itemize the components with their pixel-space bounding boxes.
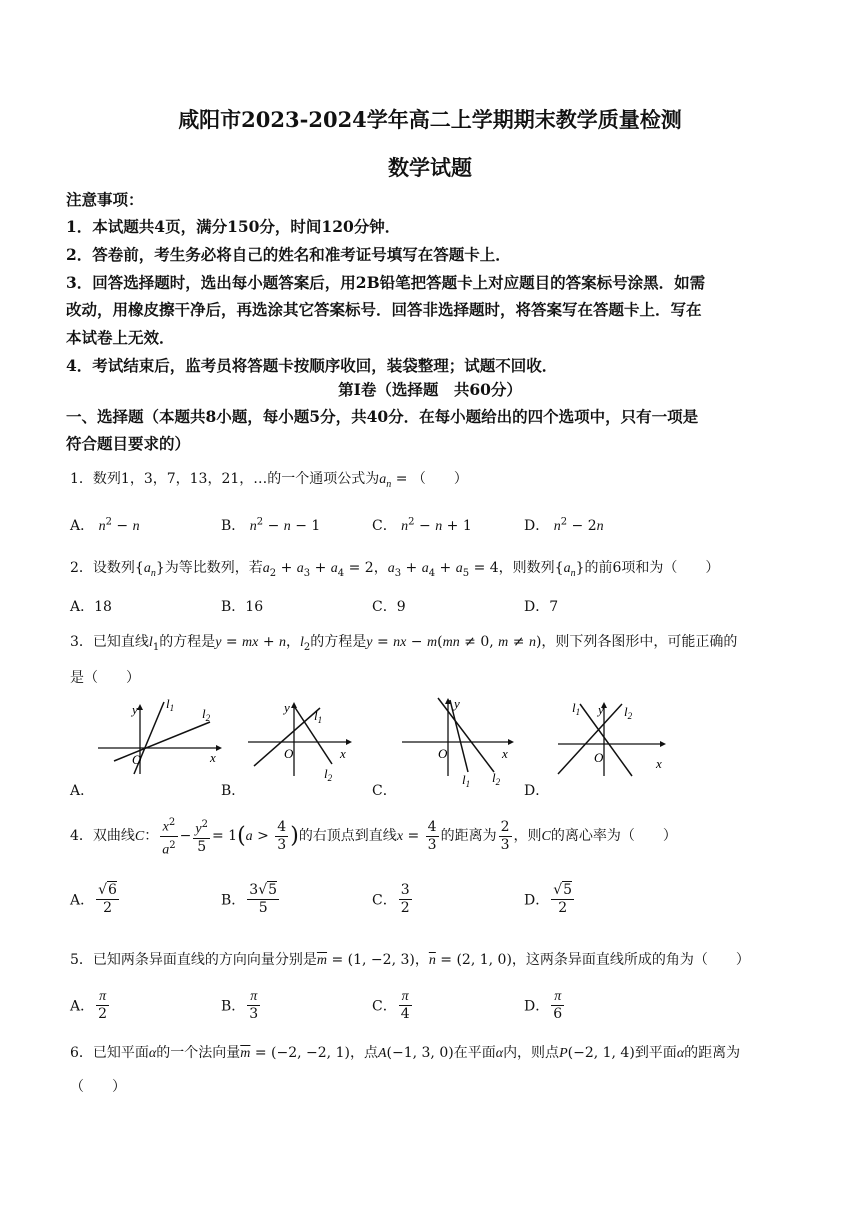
figure-c <box>398 694 522 789</box>
svg-text:O: O <box>438 746 448 761</box>
question-3-option-d[interactable]: D． <box>524 783 550 799</box>
svg-text:O: O <box>284 746 294 761</box>
question-5-option-a[interactable]: A． $\frac{\pi}{2}$ <box>70 989 108 1022</box>
svg-text:l1: $l_1$ <box>314 708 323 725</box>
svg-text:l1: $l_1$ <box>572 700 581 717</box>
question-4-stem: 4．双曲线C： $\frac{x^2}{a^2}$ − $\frac{y^2}{5}$ = 1(a > $\frac{4}{3}$ )的右顶点到直线x = $\frac{4}{3}$ 的距离为 $\frac{2}{3}$ ，则C的离心率为（ ） <box>70 814 677 858</box>
svg-text:y: y <box>454 696 460 711</box>
notice-item-4: 4．考试结束后，监考员将答题卡按顺序收回，装袋整理；试题不回收． <box>66 356 558 375</box>
svg-text:x: x <box>210 750 216 765</box>
volume-heading: 第Ⅰ卷（选择题 共60分） <box>338 380 522 399</box>
question-5-option-b[interactable]: B． $\frac{\pi}{3}$ <box>221 989 259 1022</box>
question-1-option-a[interactable]: A． $n^2 - n$ <box>70 516 140 534</box>
exam-title: 咸阳市2023-2024学年高二上学期期末教学质量检测 <box>178 107 682 132</box>
svg-text:x: x <box>502 746 508 761</box>
svg-text:l2: $l_2$ <box>492 770 501 787</box>
notice-item-2: 2．答卷前，考生务必将自己的姓名和准考证号填写在答题卡上． <box>66 245 511 264</box>
svg-text:y: y <box>132 702 138 717</box>
question-6-stem-cont: （ ） <box>70 1079 126 1095</box>
figure-d <box>554 696 674 778</box>
notice-item-1: 1．本试题共4页，满分150分，时间120分钟． <box>66 217 401 236</box>
section-heading-cont: 符合题目要求的） <box>66 434 191 453</box>
question-3-stem: 3．已知直线$l_1$的方程是y = mx + n，$l_2$的方程是y = nx − m(mn ≠ 0, m ≠ n)，则下列各图形中，可能正确的 <box>70 634 738 653</box>
question-3-option-c[interactable]: C． <box>372 783 397 799</box>
question-2-option-d[interactable]: D．7 <box>524 599 559 615</box>
svg-text:O: O <box>594 750 604 765</box>
question-6-stem: 6．已知平面α的一个法向量$\overline{m} = (-2$, −2, 1)，点A(−1, 3, 0)在平面α内，则点P(−2, 1, 4)到平面α的距离为 <box>70 1045 741 1061</box>
svg-text:O: O <box>132 752 142 767</box>
question-1-option-d[interactable]: D． $n^2 - 2n$ <box>524 516 604 534</box>
question-1-option-c[interactable]: C． $n^2 - n + 1$ <box>372 516 472 534</box>
question-4-option-c[interactable]: C． $\frac{3}{2}$ <box>372 882 410 916</box>
notice-item-3-cont: 改动，用橡皮擦干净后，再选涂其它答案标号．回答非选择题时，将答案写在答题卡上．写在 <box>66 300 702 319</box>
question-4-option-b[interactable]: B． $\frac{3√5}{5}$ <box>221 882 278 916</box>
section-heading: 一、选择题（本题共8小题，每小题5分，共40分．在每小题给出的四个选项中，只有一项是 <box>66 407 699 426</box>
svg-text:l2: $l_2$ <box>324 766 333 783</box>
svg-text:l1: $l_1$ <box>166 696 175 713</box>
svg-text:l1: $l_1$ <box>462 772 471 789</box>
question-3-option-b[interactable]: B． <box>221 783 246 799</box>
svg-text:l2: $l_2$ <box>202 706 211 723</box>
svg-text:y: y <box>284 700 290 715</box>
question-2-stem: 2．设数列$\{a_n\}$为等比数列，若$a_2 + a_3 + a_4 = 2$，$a_3 + a_4 + a_5 = 4$，则数列$\{a_n\}$的前6项和为（ ） <box>70 560 720 579</box>
svg-text:x: x <box>656 756 662 771</box>
question-4-option-d[interactable]: D． $\frac{√5}{2}$ <box>524 882 573 916</box>
figure-a <box>92 696 222 776</box>
question-3-option-a[interactable]: A． <box>70 783 95 799</box>
question-5-stem: 5．已知两条异面直线的方向向量分别是$\overline{m} = (1$, −2, 3)，$\overline{n} = (2$, 1, 0)，这两条异面直线所成的角为（ ） <box>70 952 750 968</box>
figure-b <box>244 696 354 783</box>
question-5-option-d[interactable]: D． $\frac{\pi}{6}$ <box>524 989 563 1022</box>
question-5-option-c[interactable]: C． $\frac{\pi}{4}$ <box>372 989 410 1022</box>
notice-item-3: 3．回答选择题时，选出每小题答案后，用2B铅笔把答题卡上对应题目的答案标号涂黑．如需 <box>66 273 706 292</box>
question-3-stem-cont: 是（ ） <box>70 670 140 686</box>
svg-text:y: y <box>598 702 604 717</box>
question-1-option-b[interactable]: B． $n^2 - n - 1$ <box>221 516 321 534</box>
question-2-option-c[interactable]: C．9 <box>372 599 406 615</box>
question-1-stem: 1．数列1，3，7，13，21，…的一个通项公式为$a_n$ = （ ） <box>70 471 468 490</box>
exam-subtitle: 数学试题 <box>388 155 472 180</box>
question-2-option-b[interactable]: B．16 <box>221 599 264 615</box>
question-2-option-a[interactable]: A．18 <box>70 599 112 615</box>
notice-heading: 注意事项： <box>66 190 144 209</box>
question-4-option-a[interactable]: A． $\frac{√6}{2}$ <box>70 882 117 916</box>
svg-text:x: x <box>340 746 346 761</box>
notice-item-3-end: 本试卷上无效． <box>66 328 175 347</box>
svg-text:l2: $l_2$ <box>624 704 633 721</box>
